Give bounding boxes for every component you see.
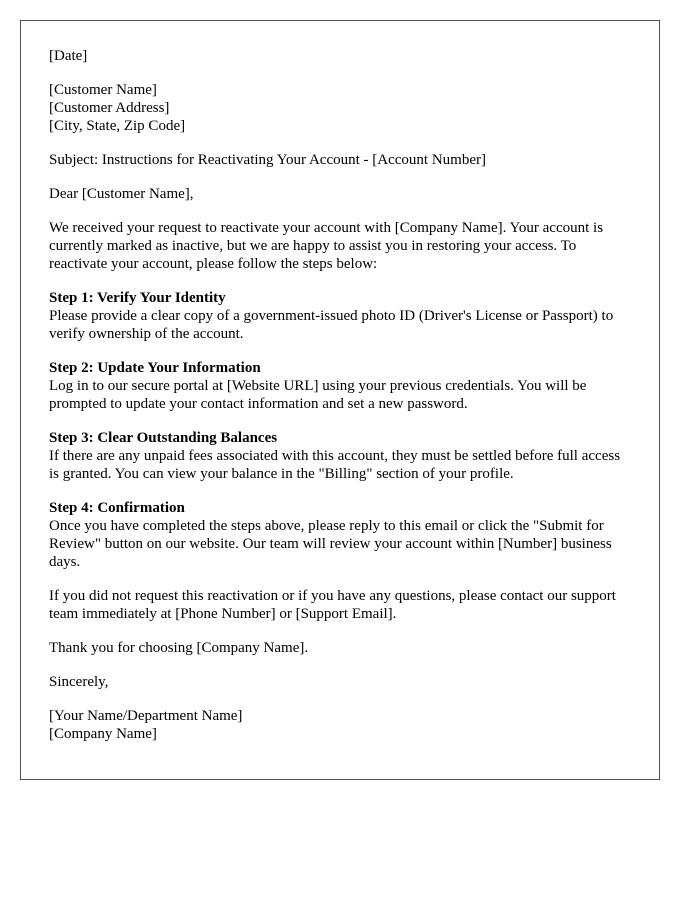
signature-company: [Company Name]: [49, 726, 157, 742]
letter-page: [20, 20, 660, 780]
thanks-line: Thank you for choosing [Company Name].: [49, 640, 309, 656]
salutation: Dear [Customer Name],: [49, 186, 194, 202]
recipient-name: [Customer Name]: [49, 82, 157, 98]
subject-line: Subject: Instructions for Reactivating Your Account - [Account Number]: [49, 152, 486, 168]
date-text: [Date]: [49, 48, 88, 64]
step-4: [49, 499, 631, 571]
closing-line: Sincerely,: [49, 674, 109, 690]
step-4-heading: Step 4: Confirmation: [49, 500, 185, 516]
step-2-body: Log in to our secure portal at [Website URL] using your previous credentials. You will be prompted to update your contact information and set a new password.: [49, 378, 587, 412]
signature-block: [49, 707, 631, 743]
recipient-block: [49, 81, 631, 135]
step-1-body: Please provide a clear copy of a government-issued photo ID (Driver's License or Passport) to verify ownership of the account.: [49, 308, 614, 342]
recipient-city-line: [City, State, Zip Code]: [49, 118, 186, 134]
step-1-heading: Step 1: Verify Your Identity: [49, 290, 226, 306]
step-3-heading: Step 3: Clear Outstanding Balances: [49, 430, 278, 446]
intro-paragraph: We received your request to reactivate your account with [Company Name]. Your account is currently marked as inactive, but we are happy to assist you in restoring your access. To reactivate your account, please follow the steps below:: [49, 220, 604, 272]
step-3-body: If there are any unpaid fees associated with this account, they must be settled before full access is granted. You can view your balance in the "Billing" section of your profile.: [49, 448, 621, 482]
signature-name: [Your Name/Department Name]: [49, 708, 243, 724]
contact-paragraph: If you did not request this reactivation or if you have any questions, please contact our support team immediately at [Phone Number] or [Support Email].: [49, 588, 616, 622]
date-line: [49, 47, 631, 65]
step-2-heading: Step 2: Update Your Information: [49, 360, 261, 376]
step-3: [49, 429, 631, 483]
step-2: [49, 359, 631, 413]
recipient-address: [Customer Address]: [49, 100, 170, 116]
step-1: [49, 289, 631, 343]
step-4-body: Once you have completed the steps above, please reply to this email or click the "Submit for Review" button on our website. Our team will review your account within [Number] business days.: [49, 518, 612, 570]
